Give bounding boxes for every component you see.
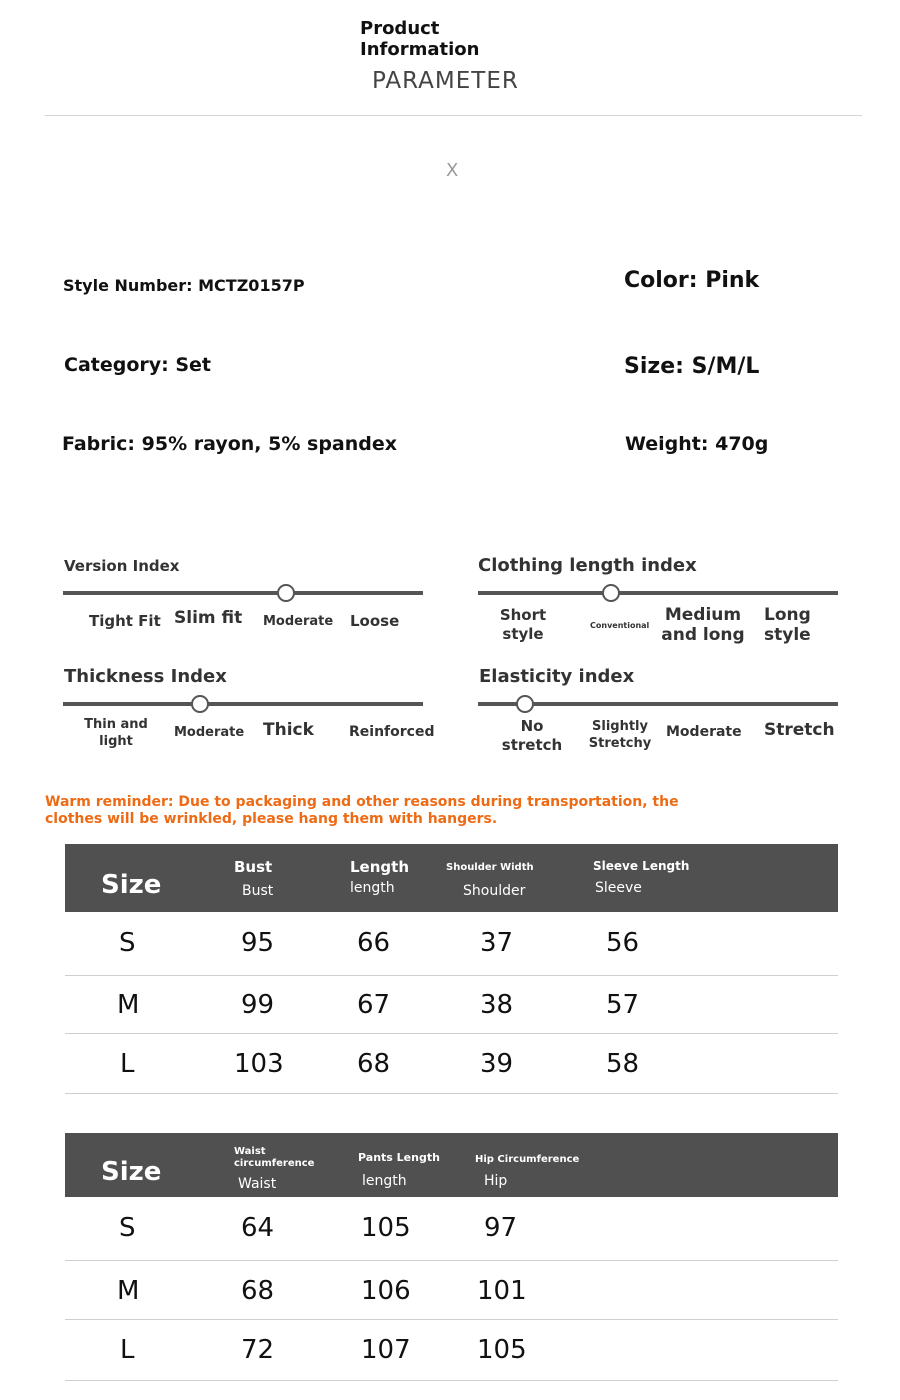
version-label-slim-fit: Slim fit [174,608,243,628]
row-sleeve: 58 [606,1049,640,1079]
row-size: S [119,928,136,958]
table-row [65,1261,838,1320]
elasticity-index-title: Elasticity index [479,666,635,687]
version-label-tight-fit: Tight Fit [89,612,161,630]
column-header-shoulder-width: Shoulder Width [446,862,534,873]
column-sub-bust: Bust [242,883,274,899]
thickness-index-title: Thickness Index [64,666,227,687]
clothing-length-index-knob [602,584,620,602]
version-index-title: Version Index [64,557,180,575]
size-header: Size [101,870,162,900]
row-hip: 101 [477,1276,527,1306]
table-header [65,844,838,912]
column-header-length: Length [350,858,409,876]
close-mark: X [446,160,459,181]
table-header [65,1133,838,1197]
row-shoulder: 39 [480,1049,514,1079]
table-row [65,976,838,1034]
warm-reminder: Warm reminder: Due to packaging and other reasons during transportation, the clothes will be wrinkled, please hang them with hangers. [45,794,679,827]
row-waist: 68 [241,1276,275,1306]
thickness-label-moderate: Moderate [174,725,245,740]
elasticity-label-slightly-stretchy: Slightly Stretchy [588,719,652,751]
page-subtitle: PARAMETER [372,68,519,94]
thickness-index-knob [191,695,209,713]
row-pants-length: 105 [361,1213,411,1243]
version-index-knob [277,584,295,602]
column-header-bust: Bust [234,858,273,876]
page-title: Product Information [360,18,480,60]
color-attribute: Color: Pink [624,268,760,293]
version-index-track [63,591,423,595]
length-label-medium-and-long: Medium and long [661,605,745,645]
row-size: L [120,1049,135,1079]
row-waist: 72 [241,1335,275,1365]
row-pants-length: 107 [361,1335,411,1365]
elasticity-index-knob [516,695,534,713]
column-sub-length: length [350,880,395,896]
elasticity-label-no-stretch: No stretch [501,717,563,754]
version-label-moderate: Moderate [263,614,334,629]
header-divider [45,115,862,116]
row-length: 67 [357,990,391,1020]
table-row [65,1320,838,1381]
row-bust: 103 [234,1049,284,1079]
column-sub-shoulder: Shoulder [463,883,526,899]
row-hip: 105 [477,1335,527,1365]
row-pants-length: 106 [361,1276,411,1306]
elasticity-label-stretch: Stretch [764,720,835,740]
size-attribute: Size: S/M/L [624,354,760,379]
category-attribute: Category: Set [64,354,212,376]
row-shoulder: 38 [480,990,514,1020]
row-sleeve: 56 [606,928,640,958]
row-size: L [120,1335,135,1365]
column-sub-length: length [362,1173,407,1189]
length-label-short-style: Short style [499,606,547,643]
column-header-hip-circumference: Hip Circumference [475,1154,580,1165]
thickness-label-thick: Thick [263,720,314,740]
table-row [65,1197,838,1261]
style-number: Style Number: MCTZ0157P [63,276,305,295]
thickness-label-thin-and-light: Thin and light [84,717,148,749]
column-sub-sleeve: Sleeve [595,880,642,896]
top-size-table [65,844,838,1094]
clothing-length-index-track [478,591,838,595]
column-sub-hip: Hip [484,1173,508,1189]
row-length: 66 [357,928,391,958]
row-size: M [117,990,140,1020]
clothing-length-index-title: Clothing length index [478,555,697,576]
row-size: M [117,1276,140,1306]
row-shoulder: 37 [480,928,514,958]
row-sleeve: 57 [606,990,640,1020]
bottom-size-table [65,1133,838,1381]
elasticity-label-moderate: Moderate [666,724,742,740]
size-header: Size [101,1157,162,1187]
row-hip: 97 [484,1213,518,1243]
row-bust: 99 [241,990,275,1020]
row-bust: 95 [241,928,275,958]
thickness-index-track [63,702,423,706]
thickness-label-reinforced: Reinforced [349,724,435,740]
length-label-conventional: Conventional [590,621,650,630]
table-row [65,1034,838,1094]
column-header-sleeve-length: Sleeve Length [593,859,690,873]
row-size: S [119,1213,136,1243]
length-label-long-style: Long style [764,605,811,645]
column-sub-waist: Waist [238,1176,277,1192]
fabric-attribute: Fabric: 95% rayon, 5% spandex [62,433,398,455]
row-waist: 64 [241,1213,275,1243]
version-label-loose: Loose [350,612,400,630]
column-header-waist-circumference: Waist circumference [234,1146,315,1169]
column-header-pants-length: Pants Length [358,1151,440,1164]
table-row [65,912,838,976]
row-length: 68 [357,1049,391,1079]
weight-attribute: Weight: 470g [625,433,769,455]
